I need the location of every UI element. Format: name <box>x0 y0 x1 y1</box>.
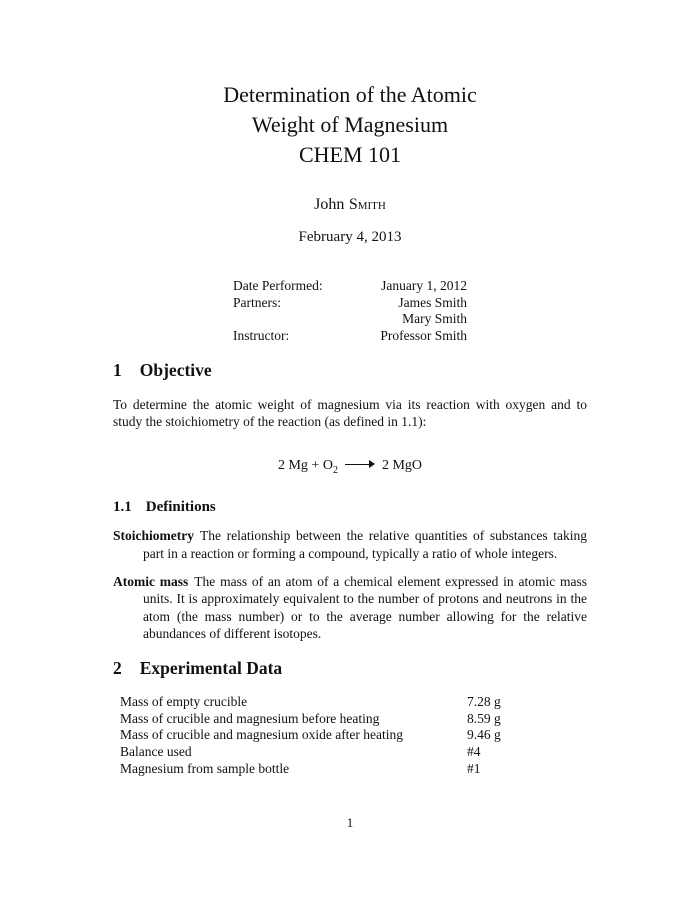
objective-paragraph: To determine the atomic weight of magnesium via its reaction with oxygen and to study the stoichiometry of the reaction (as defined in 1.1): <box>113 397 587 430</box>
table-row <box>120 694 501 711</box>
info-label: Date Performed: <box>233 278 323 293</box>
data-value: #1 <box>467 760 481 776</box>
subsection-number: 1.1 <box>113 499 132 516</box>
info-value: January 1, 2012 <box>381 278 467 293</box>
info-value: Mary Smith <box>402 311 467 326</box>
author-last-name: Smith <box>348 196 386 213</box>
definition-description: The relationship between the relative quantities of substances taking part in a reaction or forming a compound, typically a ratio of whole integers. <box>143 528 587 561</box>
document-content <box>113 80 587 777</box>
data-value: 9.46 g <box>467 727 501 743</box>
data-label: Magnesium from sample bottle <box>120 760 290 776</box>
table-row <box>120 711 501 728</box>
long-right-arrow-icon <box>345 459 375 470</box>
title-line-1: Determination of the Atomic <box>223 82 477 107</box>
reaction-equation <box>113 458 587 476</box>
info-row <box>233 295 467 312</box>
data-label: Mass of empty crucible <box>120 694 248 710</box>
info-label <box>233 311 359 328</box>
section-title: Experimental Data <box>139 658 283 679</box>
table-row <box>120 727 501 744</box>
title-line-2: Weight of Magnesium <box>251 112 449 137</box>
definition-term: Atomic mass <box>113 573 189 589</box>
definition-description: The mass of an atom of a chemical element expressed in atomic mass units. It is approximately equivalent to the number of protons and neutrons in the atom (the mass number) or to the average number allowing for the relative abundances of different isotopes. <box>143 573 587 641</box>
definition-term: Stoichiometry <box>113 528 194 544</box>
data-value: #4 <box>467 743 481 759</box>
info-row <box>233 328 467 345</box>
document-title <box>113 80 587 170</box>
subsection-definitions-heading <box>113 499 587 516</box>
data-label: Balance used <box>120 743 192 759</box>
data-label: Mass of crucible and magnesium oxide after heating <box>120 727 404 743</box>
info-table <box>233 278 467 344</box>
definition-item <box>113 573 587 642</box>
section-experimental-heading <box>113 658 587 679</box>
info-label: Instructor: <box>233 327 290 343</box>
info-label: Partners: <box>233 294 281 310</box>
info-row <box>233 311 467 328</box>
section-objective-heading <box>113 360 587 381</box>
table-row <box>120 761 501 778</box>
info-value: Professor Smith <box>380 327 467 343</box>
section-title: Objective <box>139 360 212 380</box>
table-row <box>120 744 501 761</box>
definition-item <box>113 527 587 562</box>
equation-subscript: 2 <box>332 464 338 476</box>
section-number: 1 <box>113 360 122 380</box>
data-value: 8.59 g <box>467 710 501 726</box>
data-label: Mass of crucible and magnesium before heating <box>120 710 380 726</box>
equation-rhs: 2 MgO <box>381 457 423 473</box>
author-name <box>113 196 587 214</box>
data-value: 7.28 g <box>467 694 501 710</box>
info-value: James Smith <box>398 294 467 310</box>
page-number: 1 <box>346 815 354 830</box>
title-line-3: CHEM 101 <box>298 142 402 167</box>
equation-lhs: 2 Mg + O <box>277 457 333 473</box>
section-number: 2 <box>113 658 122 679</box>
report-date: February 4, 2013 <box>298 229 402 245</box>
subsection-title: Definitions <box>145 499 216 516</box>
experimental-data-table <box>120 694 501 777</box>
author-first-name: John <box>314 196 345 213</box>
info-row <box>233 278 467 295</box>
